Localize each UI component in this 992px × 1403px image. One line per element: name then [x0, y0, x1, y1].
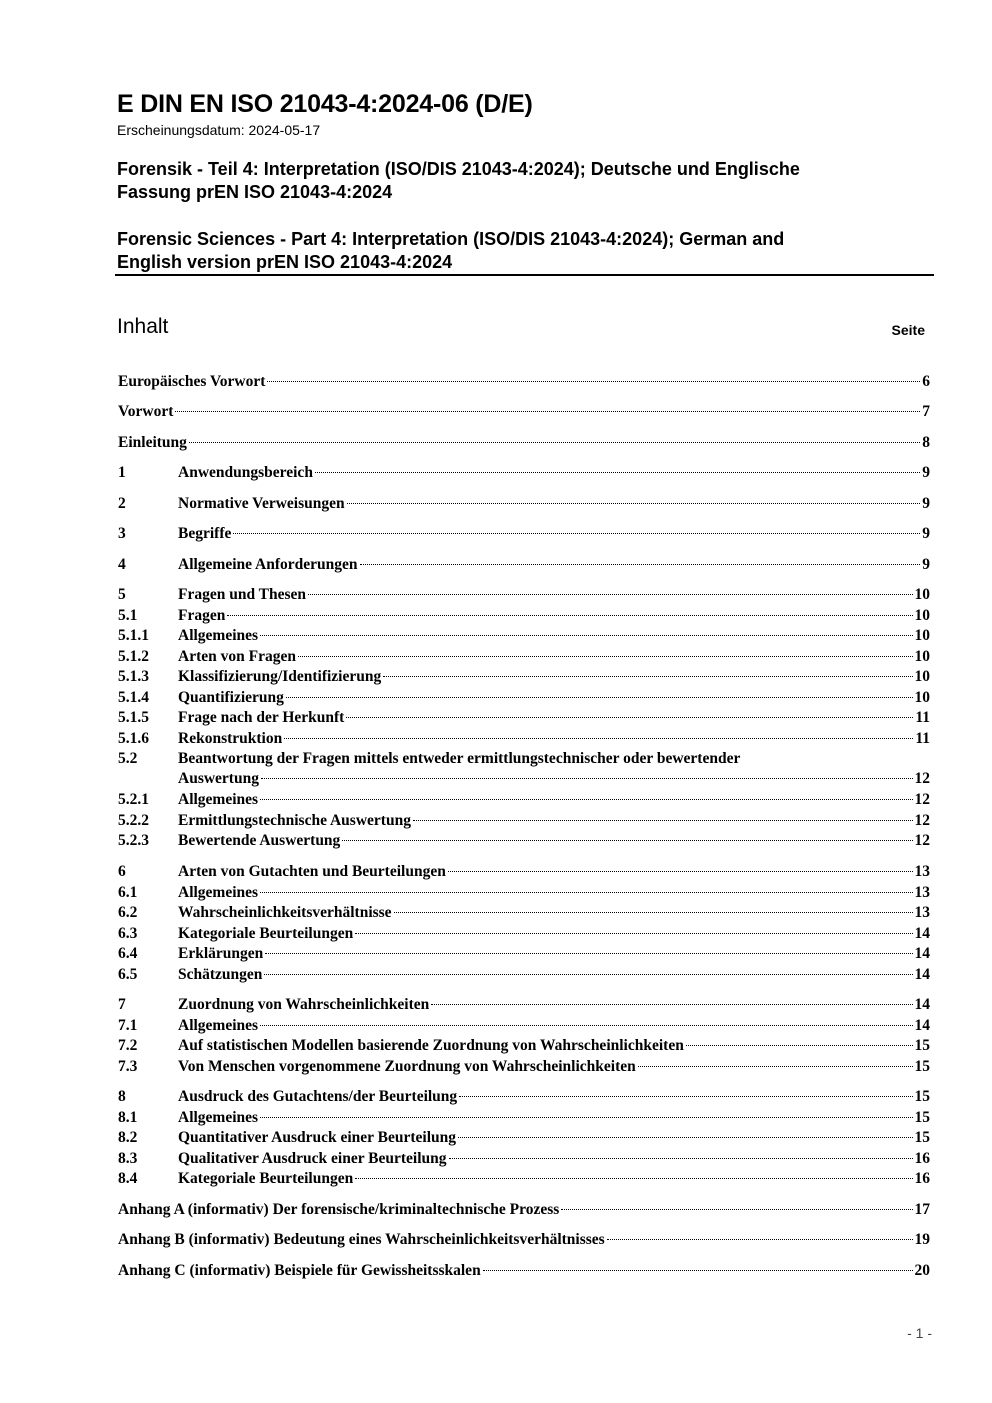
- toc-entry[interactable]: [118, 626, 930, 646]
- toc-entry[interactable]: [118, 555, 930, 575]
- toc-entry[interactable]: [118, 811, 930, 831]
- toc-entry[interactable]: [118, 1200, 930, 1220]
- toc-entry-line: [178, 1057, 930, 1077]
- toc-entry-line: [118, 1230, 930, 1250]
- toc-entry-title: Quantitativer Ausdruck einer Beurteilung: [178, 1129, 457, 1146]
- toc-entry-page: 8: [922, 434, 930, 451]
- toc-entry[interactable]: [118, 1087, 930, 1107]
- toc-entry-page: 6: [922, 373, 930, 390]
- toc-dot-leader: [686, 1044, 913, 1046]
- toc-entry-line: [178, 862, 930, 882]
- toc-entry-line: [178, 1128, 930, 1148]
- toc-dot-leader: [315, 471, 920, 473]
- toc-entry-number: 7.3: [118, 1058, 138, 1075]
- toc-entry-title: Allgemeines: [178, 884, 259, 901]
- toc-entry-title: Auf statistischen Modellen basierende Zuordnung von Wahrscheinlichkeiten: [178, 1037, 684, 1054]
- toc-entry-number: 1: [118, 464, 126, 481]
- toc-dot-leader: [264, 973, 912, 975]
- toc-dot-leader: [284, 737, 913, 739]
- toc-entry-line: [178, 524, 930, 544]
- toc-entry[interactable]: [118, 1108, 930, 1128]
- toc-entry-line: [178, 585, 930, 605]
- toc-dot-leader: [347, 502, 921, 504]
- toc-entry-line: [178, 555, 930, 575]
- toc-entry-line: [178, 903, 930, 923]
- toc-entry-line: [178, 688, 930, 708]
- toc-entry-title-line-1: Beantwortung der Fragen mittels entweder ermittlungstechnischer oder bewertender: [178, 750, 741, 767]
- toc-dot-leader: [431, 1003, 912, 1005]
- toc-entry-title: Kategoriale Beurteilungen: [178, 925, 354, 942]
- toc-entry-line: [178, 831, 930, 851]
- toc-entry-page: 14: [914, 945, 930, 962]
- toc-dot-leader: [227, 614, 912, 616]
- toc-entry-number: 8.4: [118, 1170, 138, 1187]
- toc-entry-line: [118, 402, 930, 422]
- toc-entry-title: Kategoriale Beurteilungen: [178, 1170, 354, 1187]
- toc-entry-title: Von Menschen vorgenommene Zuordnung von Wahrscheinlichkeiten: [178, 1058, 636, 1075]
- toc-entry-title: Arten von Gutachten und Beurteilungen: [178, 863, 446, 880]
- toc-dot-leader: [355, 932, 912, 934]
- toc-entry-line: [118, 1261, 930, 1281]
- document-id: E DIN EN ISO 21043-4:2024-06 (D/E): [117, 90, 533, 118]
- toc-entry-title: Anhang C (informativ) Beispiele für Gewissheitsskalen: [118, 1262, 481, 1279]
- toc-entry[interactable]: [118, 862, 930, 882]
- toc-entry-line: [118, 433, 930, 453]
- toc-entry[interactable]: [118, 708, 930, 728]
- toc-entry-line: [178, 995, 930, 1015]
- toc-entry[interactable]: [118, 831, 930, 851]
- toc-entry-line: [178, 667, 930, 687]
- header-rule: [115, 274, 934, 276]
- toc-entry-page: 19: [914, 1231, 930, 1248]
- toc-entry-page: 15: [914, 1109, 930, 1126]
- toc-entry-title: Allgemeines: [178, 1109, 259, 1126]
- toc-entry-number: 6.5: [118, 966, 138, 983]
- toc-entry[interactable]: [118, 402, 930, 422]
- toc-dot-leader: [265, 952, 912, 954]
- toc-entry-number: 8.3: [118, 1150, 138, 1167]
- toc-entry[interactable]: [118, 1016, 930, 1036]
- toc-entry-title: Auswertung: [178, 770, 259, 787]
- toc-entry-title: Allgemeines: [178, 1017, 259, 1034]
- toc-entry-line: [178, 1016, 930, 1036]
- toc-dot-leader: [458, 1136, 912, 1138]
- toc-dot-leader: [383, 675, 912, 677]
- toc-entry-page: 16: [914, 1150, 930, 1167]
- toc-entry-line: [178, 1149, 930, 1169]
- toc-entry[interactable]: [118, 995, 930, 1015]
- toc-entry[interactable]: [118, 606, 930, 626]
- toc-dot-leader: [394, 911, 913, 913]
- toc-dot-leader: [260, 634, 912, 636]
- toc-entry[interactable]: [118, 463, 930, 483]
- toc-entry-line: [178, 606, 930, 626]
- toc-entry-title: Normative Verweisungen: [178, 495, 345, 512]
- toc-entry[interactable]: [118, 883, 930, 903]
- toc-entry-line: [178, 626, 930, 646]
- toc-entry-title: Allgemeine Anforderungen: [178, 556, 358, 573]
- toc-entry-number: 6.1: [118, 884, 138, 901]
- toc-entry-page: 9: [922, 556, 930, 573]
- toc-entry-number: 6: [118, 863, 126, 880]
- toc-entry-title: Anhang B (informativ) Bedeutung eines Wahrscheinlichkeitsverhältnisses: [118, 1231, 605, 1248]
- toc-dot-leader: [448, 870, 913, 872]
- toc-entry-title: Schätzungen: [178, 966, 263, 983]
- toc-dot-leader: [286, 696, 913, 698]
- toc-entry-page: 17: [914, 1201, 930, 1218]
- toc-entry-page: 10: [914, 648, 930, 665]
- toc-entry-page: 10: [914, 668, 930, 685]
- toc-entry-page: 10: [914, 627, 930, 644]
- toc-entry-line: [178, 494, 930, 514]
- toc-entry-page: 7: [922, 403, 930, 420]
- toc-entry-line: [178, 883, 930, 903]
- toc-entry-title: Rekonstruktion: [178, 730, 283, 747]
- toc-dot-leader: [261, 777, 913, 779]
- toc-entry-page: 15: [914, 1088, 930, 1105]
- toc-entry[interactable]: [118, 790, 930, 810]
- toc-entry[interactable]: [118, 688, 930, 708]
- toc-dot-leader: [260, 798, 912, 800]
- toc-entry[interactable]: [118, 1261, 930, 1281]
- toc-entry-line: [178, 647, 930, 667]
- toc-entry-number: 7.2: [118, 1037, 138, 1054]
- toc-dot-leader: [360, 563, 921, 565]
- toc-entry[interactable]: [118, 433, 930, 453]
- toc-entry-number: 5.1.5: [118, 709, 149, 726]
- toc-entry-line: [178, 708, 930, 728]
- toc-entry-number: 3: [118, 525, 126, 542]
- toc-dot-leader: [260, 891, 912, 893]
- toc-dot-leader: [308, 593, 912, 595]
- toc-entry-line: [178, 1036, 930, 1056]
- toc-entry[interactable]: [118, 372, 930, 392]
- title-german: [117, 158, 934, 204]
- toc-dot-leader: [483, 1269, 913, 1271]
- toc-dot-leader: [638, 1065, 913, 1067]
- toc-dot-leader: [459, 1095, 912, 1097]
- toc-entry-title: Allgemeines: [178, 791, 259, 808]
- toc-entry-title: Anwendungsbereich: [178, 464, 313, 481]
- toc-entry-line: [178, 944, 930, 964]
- toc-entry-title: Erklärungen: [178, 945, 264, 962]
- toc-entry-number: 5.2: [118, 750, 138, 767]
- toc-dot-leader: [413, 819, 913, 821]
- toc-entry-title: Fragen: [178, 607, 226, 624]
- toc-entry-line: [178, 790, 930, 810]
- toc-entry-number: 2: [118, 495, 126, 512]
- toc-dot-leader: [189, 441, 920, 443]
- toc-entry-title: Allgemeines: [178, 627, 259, 644]
- toc-entry-title: Wahrscheinlichkeitsverhältnisse: [178, 904, 392, 921]
- toc-entry-line: [178, 1108, 930, 1128]
- toc-entry-line: [178, 463, 930, 483]
- toc-entry-title: Frage nach der Herkunft: [178, 709, 345, 726]
- toc-entry-number: 6.2: [118, 904, 138, 921]
- toc-dot-leader: [267, 380, 920, 382]
- toc-entry-line: [178, 729, 930, 749]
- toc-entry-page: 15: [914, 1058, 930, 1075]
- toc-entry-page: 11: [915, 730, 930, 747]
- toc-entry-number: 5.1.6: [118, 730, 149, 747]
- toc-page-column-label: Seite: [891, 322, 925, 338]
- toc-entry-page: 10: [914, 607, 930, 624]
- toc-heading: Inhalt: [117, 315, 169, 338]
- toc-entry-number: 6.4: [118, 945, 138, 962]
- toc-entry-title: Ausdruck des Gutachtens/der Beurteilung: [178, 1088, 458, 1105]
- toc-entry[interactable]: [118, 1036, 930, 1056]
- toc-entry-page: 14: [914, 996, 930, 1013]
- toc-entry-page: 13: [914, 904, 930, 921]
- toc-entry-page: 10: [914, 586, 930, 603]
- toc-dot-leader: [355, 1177, 912, 1179]
- toc-dot-leader: [346, 716, 913, 718]
- toc-entry-line: [178, 1087, 930, 1107]
- toc-entry-page: 15: [914, 1037, 930, 1054]
- toc-entry-number: 5.1.1: [118, 627, 149, 644]
- toc-entry-number: 5.2.3: [118, 832, 149, 849]
- toc-entry[interactable]: [118, 903, 930, 923]
- title-english-line-2: English version prEN ISO 21043-4:2024: [117, 252, 453, 272]
- toc-entry-number: 5.2.1: [118, 791, 149, 808]
- toc-entry[interactable]: [118, 924, 930, 944]
- toc-entry-page: 10: [914, 689, 930, 706]
- toc-entry-page: 16: [914, 1170, 930, 1187]
- toc-entry-page: 14: [914, 925, 930, 942]
- toc-entry[interactable]: [118, 647, 930, 667]
- toc-entry[interactable]: [118, 585, 930, 605]
- toc-entry[interactable]: [118, 749, 930, 789]
- toc-entry[interactable]: [118, 944, 930, 964]
- toc-entry-page: 15: [914, 1129, 930, 1146]
- toc-entry-page: 12: [914, 770, 930, 787]
- title-english: [117, 228, 934, 274]
- toc-entry-title: Quantifizierung: [178, 689, 284, 706]
- toc-entry-line: [118, 1200, 930, 1220]
- publication-date: Erscheinungsdatum: 2024-05-17: [117, 122, 321, 138]
- title-english-line-1: Forensic Sciences - Part 4: Interpretation (ISO/DIS 21043-4:2024); German and: [117, 229, 785, 249]
- toc-dot-leader: [233, 532, 920, 534]
- toc-entry-line: [118, 372, 930, 392]
- toc-entry-page: 12: [914, 791, 930, 808]
- toc-entry-number: 5.1.2: [118, 648, 149, 665]
- toc-dot-leader: [607, 1238, 913, 1240]
- toc-entry-line: [178, 1169, 930, 1189]
- toc-dot-leader: [260, 1024, 912, 1026]
- toc-entry-number: 6.3: [118, 925, 138, 942]
- title-german-line-2: Fassung prEN ISO 21043-4:2024: [117, 182, 393, 202]
- toc-entry[interactable]: [118, 1057, 930, 1077]
- toc-entry-title: Ermittlungstechnische Auswertung: [178, 812, 411, 829]
- toc-entry[interactable]: [118, 494, 930, 514]
- toc-entry-page: 9: [922, 495, 930, 512]
- title-german-line-1: Forensik - Teil 4: Interpretation (ISO/DIS 21043-4:2024); Deutsche und Englische: [117, 159, 800, 179]
- toc-entry-number: 5.1.3: [118, 668, 149, 685]
- toc-entry-title: Anhang A (informativ) Der forensische/kriminaltechnische Prozess: [118, 1201, 560, 1218]
- toc-entry-page: 13: [914, 863, 930, 880]
- toc-entry[interactable]: [118, 1230, 930, 1250]
- toc-entry-page: 13: [914, 884, 930, 901]
- toc-entry-title: Qualitativer Ausdruck einer Beurteilung: [178, 1150, 447, 1167]
- toc-entry-number: 8.2: [118, 1129, 138, 1146]
- toc-entry-line: [178, 769, 930, 789]
- toc-entry[interactable]: [118, 667, 930, 687]
- toc-entry[interactable]: [118, 1149, 930, 1169]
- toc-entry-title: Begriffe: [178, 525, 232, 542]
- toc-entry-number: 8.1: [118, 1109, 138, 1126]
- toc-entry-line: [178, 924, 930, 944]
- toc-entry-title: Vorwort: [118, 403, 174, 420]
- toc-entry[interactable]: [118, 729, 930, 749]
- page-number: - 1 -: [907, 1325, 932, 1341]
- toc-entry-number: 5.1: [118, 607, 138, 624]
- toc-entry-number: 7: [118, 996, 126, 1013]
- toc-entry-page: 9: [922, 525, 930, 542]
- toc-entry-page: 14: [914, 1017, 930, 1034]
- toc-dot-leader: [298, 655, 913, 657]
- toc-entry-number: 4: [118, 556, 126, 573]
- toc-entry-page: 9: [922, 464, 930, 481]
- toc-dot-leader: [260, 1116, 912, 1118]
- toc-entry-title: Klassifizierung/Identifizierung: [178, 668, 382, 685]
- toc-entry[interactable]: [118, 1128, 930, 1148]
- toc-entry-page: 12: [914, 812, 930, 829]
- toc-entry-line: [178, 965, 930, 985]
- toc-entry-page: 12: [914, 832, 930, 849]
- toc-entry-page: 14: [914, 966, 930, 983]
- toc-dot-leader: [561, 1208, 912, 1210]
- toc-entry-title: Einleitung: [118, 434, 187, 451]
- toc-entry-title: Arten von Fragen: [178, 648, 296, 665]
- toc-dot-leader: [449, 1157, 913, 1159]
- toc-entry-number: 5: [118, 586, 126, 603]
- toc-entry-title: Europäisches Vorwort: [118, 373, 266, 390]
- toc-entry-number: 7.1: [118, 1017, 138, 1034]
- toc-entry-title: Fragen und Thesen: [178, 586, 307, 603]
- toc-entry-page: 20: [914, 1262, 930, 1279]
- toc-entry-number: 5.2.2: [118, 812, 149, 829]
- toc-entry[interactable]: [118, 1169, 930, 1189]
- toc-entry[interactable]: [118, 524, 930, 544]
- toc-dot-leader: [342, 839, 912, 841]
- toc-dot-leader: [175, 410, 920, 412]
- toc-entry-title: Zuordnung von Wahrscheinlichkeiten: [178, 996, 430, 1013]
- toc-entry-line: [178, 811, 930, 831]
- toc-entry-number: 5.1.4: [118, 689, 149, 706]
- toc-entry[interactable]: [118, 965, 930, 985]
- toc-entry-title: Bewertende Auswertung: [178, 832, 341, 849]
- toc-entry-page: 11: [915, 709, 930, 726]
- toc-entry-number: 8: [118, 1088, 126, 1105]
